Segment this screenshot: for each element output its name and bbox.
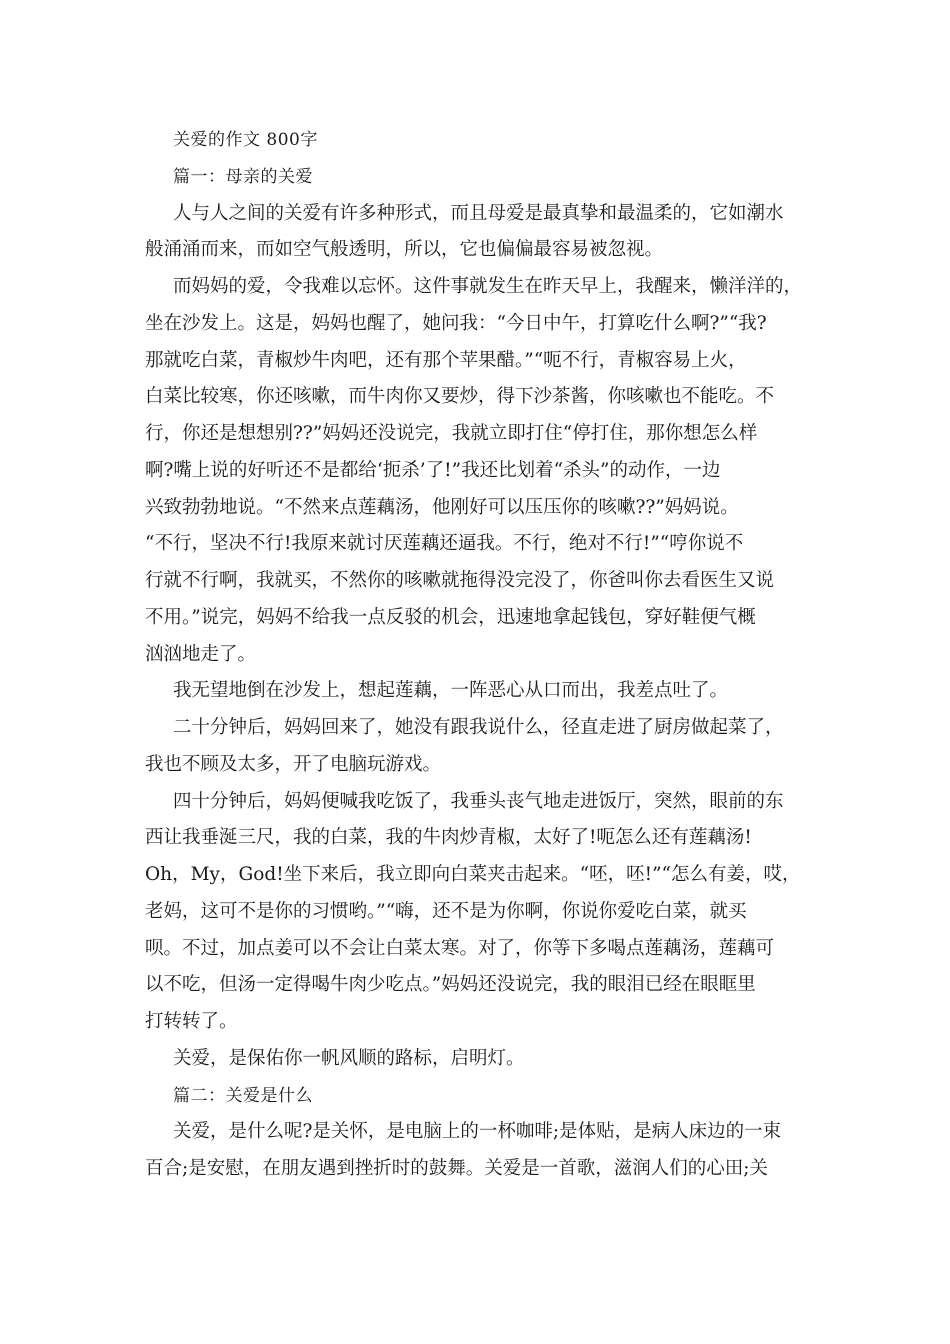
text-line: 打转转了。 bbox=[145, 1011, 238, 1032]
text-line: 我无望地倒在沙发上，想起莲藕，一阵恶心从口而出，我差点吐了。 bbox=[173, 680, 729, 702]
text-line: 汹汹地走了。 bbox=[145, 643, 257, 665]
text-line: 关爱，是什么呢?是关怀，是电脑上的一杯咖啡;是体贴，是病人床边的一束 bbox=[173, 1121, 782, 1143]
essay-title: 关爱的作文 800字 bbox=[173, 130, 318, 150]
text-line: 以不吃，但汤一定得喝牛肉少吃点。”妈妈还没说完，我的眼泪已经在眼眶里 bbox=[145, 974, 756, 996]
text-line: Oh，My，God!坐下来后，我立即向白菜夹击起来。“呸，呸!”“怎么有姜，哎， bbox=[145, 864, 801, 885]
text-line: 白菜比较寒，你还咳嗽，而牛肉你又要炒，得下沙茶酱，你咳嗽也不能吃。不 bbox=[145, 386, 775, 408]
text-line: 不用。”说完，妈妈不给我一点反驳的机会，迅速地拿起钱包，穿好鞋便气概 bbox=[145, 606, 756, 628]
text-line: 坐在沙发上。这是，妈妈也醒了，她问我：“今日中午，打算吃什么啊?”“我? bbox=[145, 312, 767, 334]
essay-body bbox=[145, 122, 810, 1188]
text-line: 西让我垂涎三尺，我的白菜，我的牛肉炒青椒，太好了!呃怎么还有莲藕汤! bbox=[145, 827, 752, 849]
text-line: 而妈妈的爱，令我难以忘怀。这件事就发生在昨天早上，我醒来，懒洋洋的， bbox=[173, 276, 803, 297]
text-line: 那就吃白菜，青椒炒牛肉吧，还有那个苹果醋。”“呃不行，青椒容易上火， bbox=[145, 349, 747, 371]
section-heading-2: 篇二：关爱是什么 bbox=[173, 1085, 313, 1106]
text-line: 呗。不过，加点姜可以不会让白菜太寒。对了，你等下多喝点莲藕汤，莲藕可 bbox=[145, 937, 775, 959]
text-line: 百合;是安慰，在朋友遇到挫折时的鼓舞。关爱是一首歌，滋润人们的心田;关 bbox=[145, 1158, 768, 1179]
text-line: 兴致勃勃地说。“不然来点莲藕汤，他刚好可以压压你的咳嗽??”妈妈说。 bbox=[145, 496, 739, 518]
text-line: 行就不行啊，我就买，不然你的咳嗽就拖得没完没了，你爸叫你去看医生又说 bbox=[145, 570, 775, 591]
text-line: 二十分钟后，妈妈回来了，她没有跟我说什么，径直走进了厨房做起菜了， bbox=[173, 717, 784, 738]
text-line: “不行，坚决不行!我原来就讨厌莲藕还逼我。不行，绝对不行!”“哼你说不 bbox=[145, 533, 744, 555]
text-line: 四十分钟后，妈妈便喊我吃饭了，我垂头丧气地走进饭厅，突然，眼前的东 bbox=[173, 790, 784, 812]
section-heading-1: 篇一：母亲的关爱 bbox=[173, 166, 313, 187]
text-line: 我也不顾及太多，开了电脑玩游戏。 bbox=[145, 753, 442, 775]
text-line: 关爱，是保佑你一帆风顺的路标，启明灯。 bbox=[173, 1047, 525, 1069]
text-line: 老妈，这可不是你的习惯哟。”“嗨，还不是为你啊，你说你爱吃白菜，就买 bbox=[145, 900, 747, 922]
text-line: 行，你还是想想别??”妈妈还没说完，我就立即打住“停打住，那你想怎么样 bbox=[145, 423, 758, 444]
text-line: 啊?嘴上说的好听还不是都给‘扼杀’了!”我还比划着“杀头”的动作，一边 bbox=[145, 459, 721, 481]
text-line: 般涌涌而来，而如空气般透明，所以，它也偏偏最容易被忽视。 bbox=[145, 239, 664, 261]
text-line: 人与人之间的关爱有许多种形式，而且母爱是最真挚和最温柔的，它如潮水 bbox=[173, 202, 784, 224]
